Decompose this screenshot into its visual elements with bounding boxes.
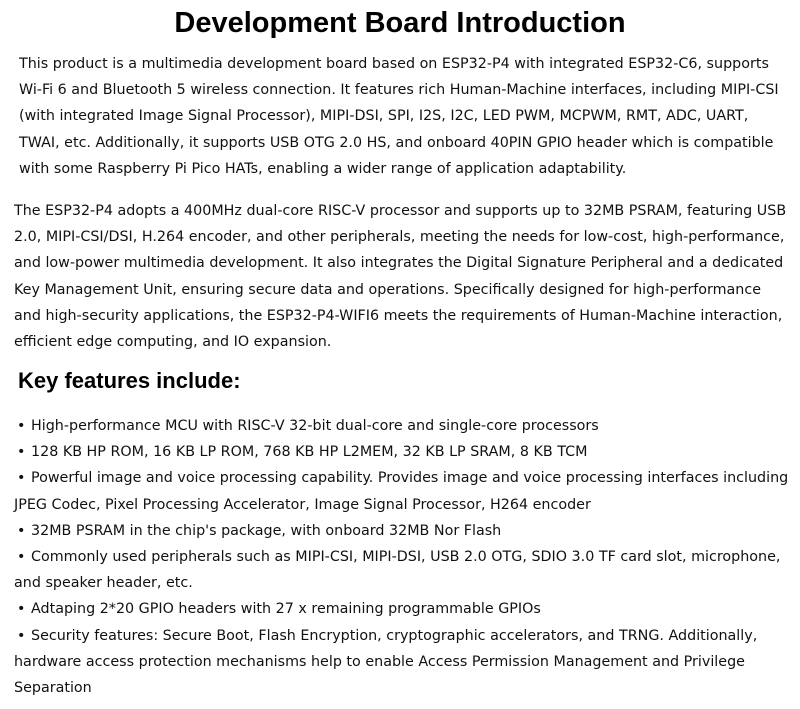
feature-text: High-performance MCU with RISC-V 32-bit dual-core and single-core processors xyxy=(31,418,599,434)
bullet-icon: • xyxy=(17,470,26,487)
feature-item xyxy=(14,465,792,517)
feature-text: Security features: Secure Boot, Flash Encryption, cryptographic accelerators, and TRNG. Additionally, hardware access protection mechanisms help to enable Access Permission Management and Privilege Separation xyxy=(14,627,758,697)
page-title: Development Board Introduction xyxy=(174,7,626,39)
bullet-icon: • xyxy=(17,627,26,644)
features-heading: Key features include: xyxy=(18,368,241,393)
intro-paragraph: This product is a multimedia development board based on ESP32-P4 with integrated ESP32-C6, supports Wi-Fi 6 and Bluetooth 5 wireless connection. It features rich Human-Machine interfaces, including MIPI-CSI (with integrated Image Signal Processor), MIPI-DSI, SPI, I2S, I2C, LED PWM, MCPWM, RMT, ADC, UART, TWAI, etc. Additionally, it supports USB OTG 2.0 HS, and onboard 40PIN GPIO header which is compatible with some Raspberry Pi Pico HATs, enabling a wider range of application adaptability. xyxy=(19,56,779,177)
feature-text: Powerful image and voice processing capability. Provides image and voice processing interfaces including JPEG Codec, Pixel Processing Accelerator, Image Signal Processor, H264 encoder xyxy=(14,470,789,513)
feature-item xyxy=(14,596,792,622)
feature-text: Adtaping 2*20 GPIO headers with 27 x remaining programmable GPIOs xyxy=(31,601,541,618)
bullet-icon: • xyxy=(17,444,26,461)
feature-item xyxy=(14,439,792,465)
feature-text: 128 KB HP ROM, 16 KB LP ROM, 768 KB HP L2MEM, 32 KB LP SRAM, 8 KB TCM xyxy=(31,444,588,461)
feature-item xyxy=(14,623,792,702)
bullet-icon: • xyxy=(17,601,26,618)
feature-text: Commonly used peripherals such as MIPI-CSI, MIPI-DSI, USB 2.0 OTG, SDIO 3.0 TF card slot, microphone, and speaker header, etc. xyxy=(14,549,781,592)
feature-item xyxy=(14,544,792,596)
feature-item xyxy=(14,413,792,439)
processor-paragraph: The ESP32-P4 adopts a 400MHz dual-core RISC-V processor and supports up to 32MB PSRAM, featuring USB 2.0, MIPI-CSI/DSI, H.264 encoder, and other peripherals, meeting the needs for low-cost, high-performance, and low-power multimedia development. It also integrates the Digital Signature Peripheral and a dedicated Key Management Unit, ensuring secure data and operations. Specifically designed for high-performance and high-security applications, the ESP32-P4-WIFI6 meets the requirements of Human-Machine interaction, efficient edge computing, and IO expansion. xyxy=(14,203,787,351)
features-list xyxy=(14,413,792,701)
bullet-icon: • xyxy=(17,418,26,434)
feature-item xyxy=(14,518,792,544)
bullet-icon: • xyxy=(17,549,26,566)
feature-text: 32MB PSRAM in the chip's package, with onboard 32MB Nor Flash xyxy=(31,522,502,539)
bullet-icon: • xyxy=(17,522,26,539)
